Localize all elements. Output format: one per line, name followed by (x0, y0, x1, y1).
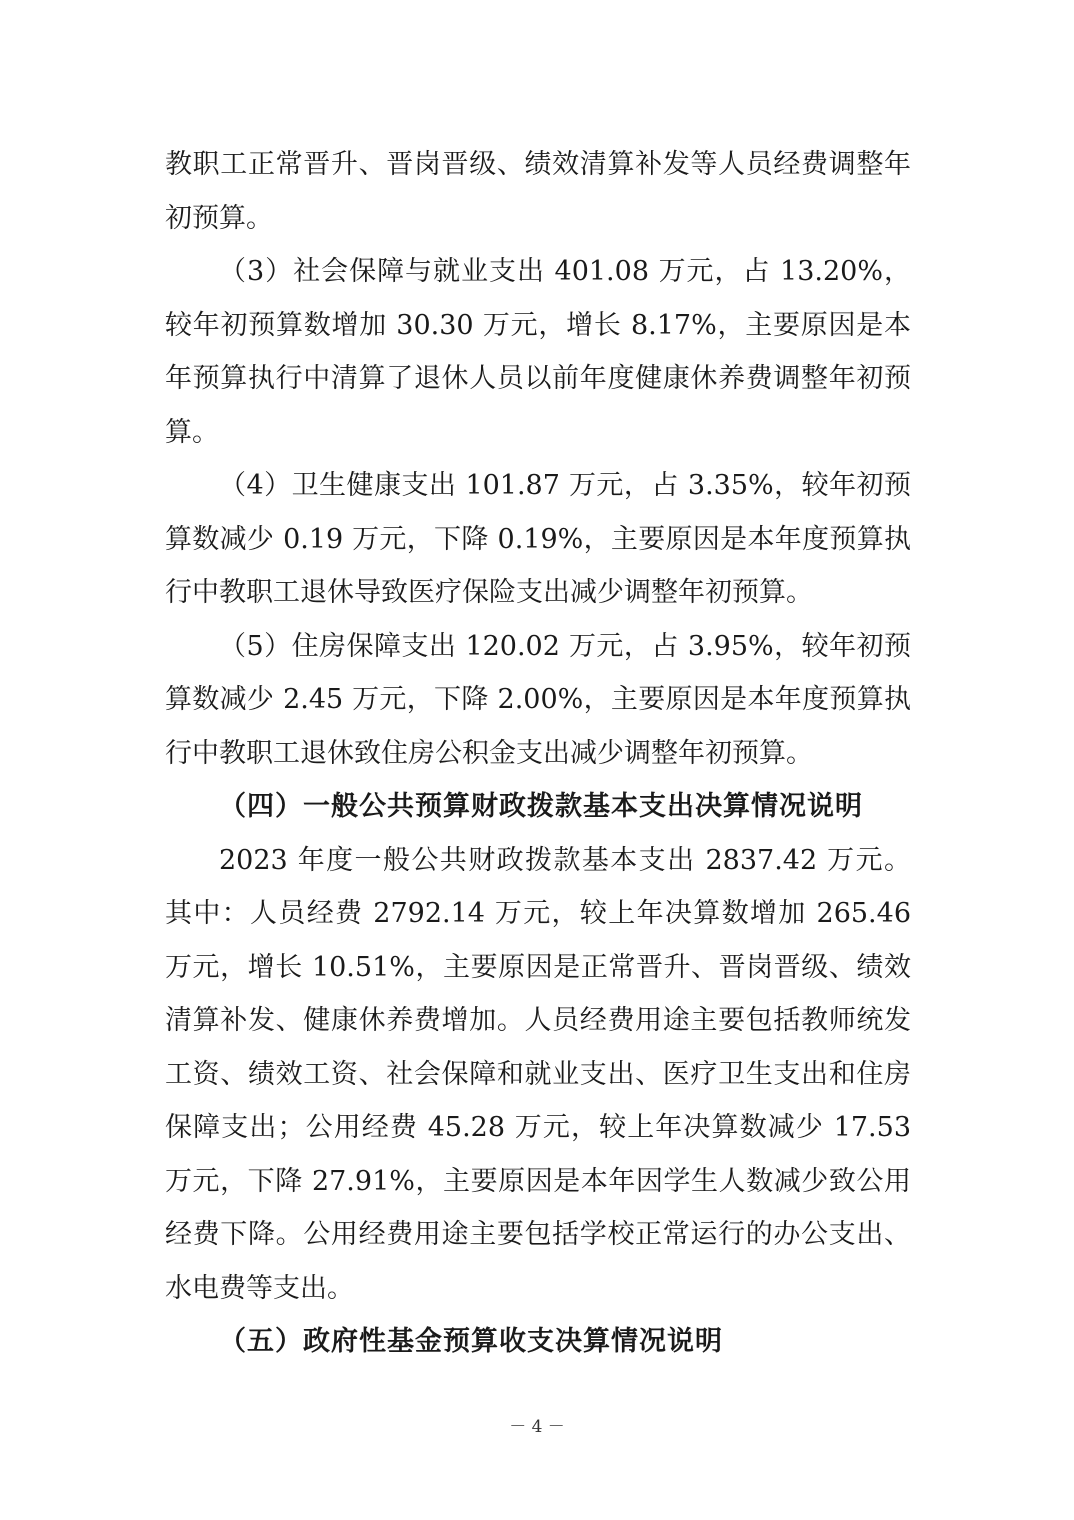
section-heading-basic-expenditure: （四）一般公共预算财政拨款基本支出决算情况说明 (219, 791, 863, 822)
paragraph-housing: （5）住房保障支出 120.02 万元，占 3.95%，较年初预算数减少 2.45 万元，下降 2.00%，主要原因是本年度预算执行中教职工退休致住房公积金支出减少调整年初预算。 (165, 630, 911, 769)
paragraph-continuation: 教职工正常晋升、晋岗晋级、绩效清算补发等人员经费调整年初预算。 (165, 149, 911, 234)
paragraph-health: （4）卫生健康支出 101.87 万元，占 3.35%，较年初预算数减少 0.19 万元，下降 0.19%，主要原因是本年度预算执行中教职工退休导致医疗保险支出减少调整年初预算。 (165, 470, 911, 608)
paragraph-social-security: （3）社会保障与就业支出 401.08 万元，占 13.20%，较年初预算数增加 30.30 万元，增长 8.17%，主要原因是本年预算执行中清算了退休人员以前年度健康休养费调整年初预算。 (165, 256, 911, 448)
section-heading-government-fund: （五）政府性基金预算收支决算情况说明 (219, 1326, 723, 1357)
page-number: － 4 － (509, 1417, 565, 1437)
paragraph-basic-expenditure: 2023 年度一般公共财政拨款基本支出 2837.42 万元。其中：人员经费 2792.14 万元，较上年决算数增加 265.46 万元，增长 10.51%，主要原因是正常晋升、晋岗晋级、绩效清算补发、健康休养费增加。人员经费用途主要包括教师统发工资、绩效工资、社会保障和就业支出、医疗卫生支出和住房保障支出；公用经费 45.28 万元，较上年决算数减少 17.53 万元，下降 27.91%，主要原因是本年因学生人数减少致公用经费下降。公用经费用途主要包括学校正常运行的办公支出、水电费等支出。 (165, 844, 911, 1304)
document-body (165, 138, 911, 1369)
